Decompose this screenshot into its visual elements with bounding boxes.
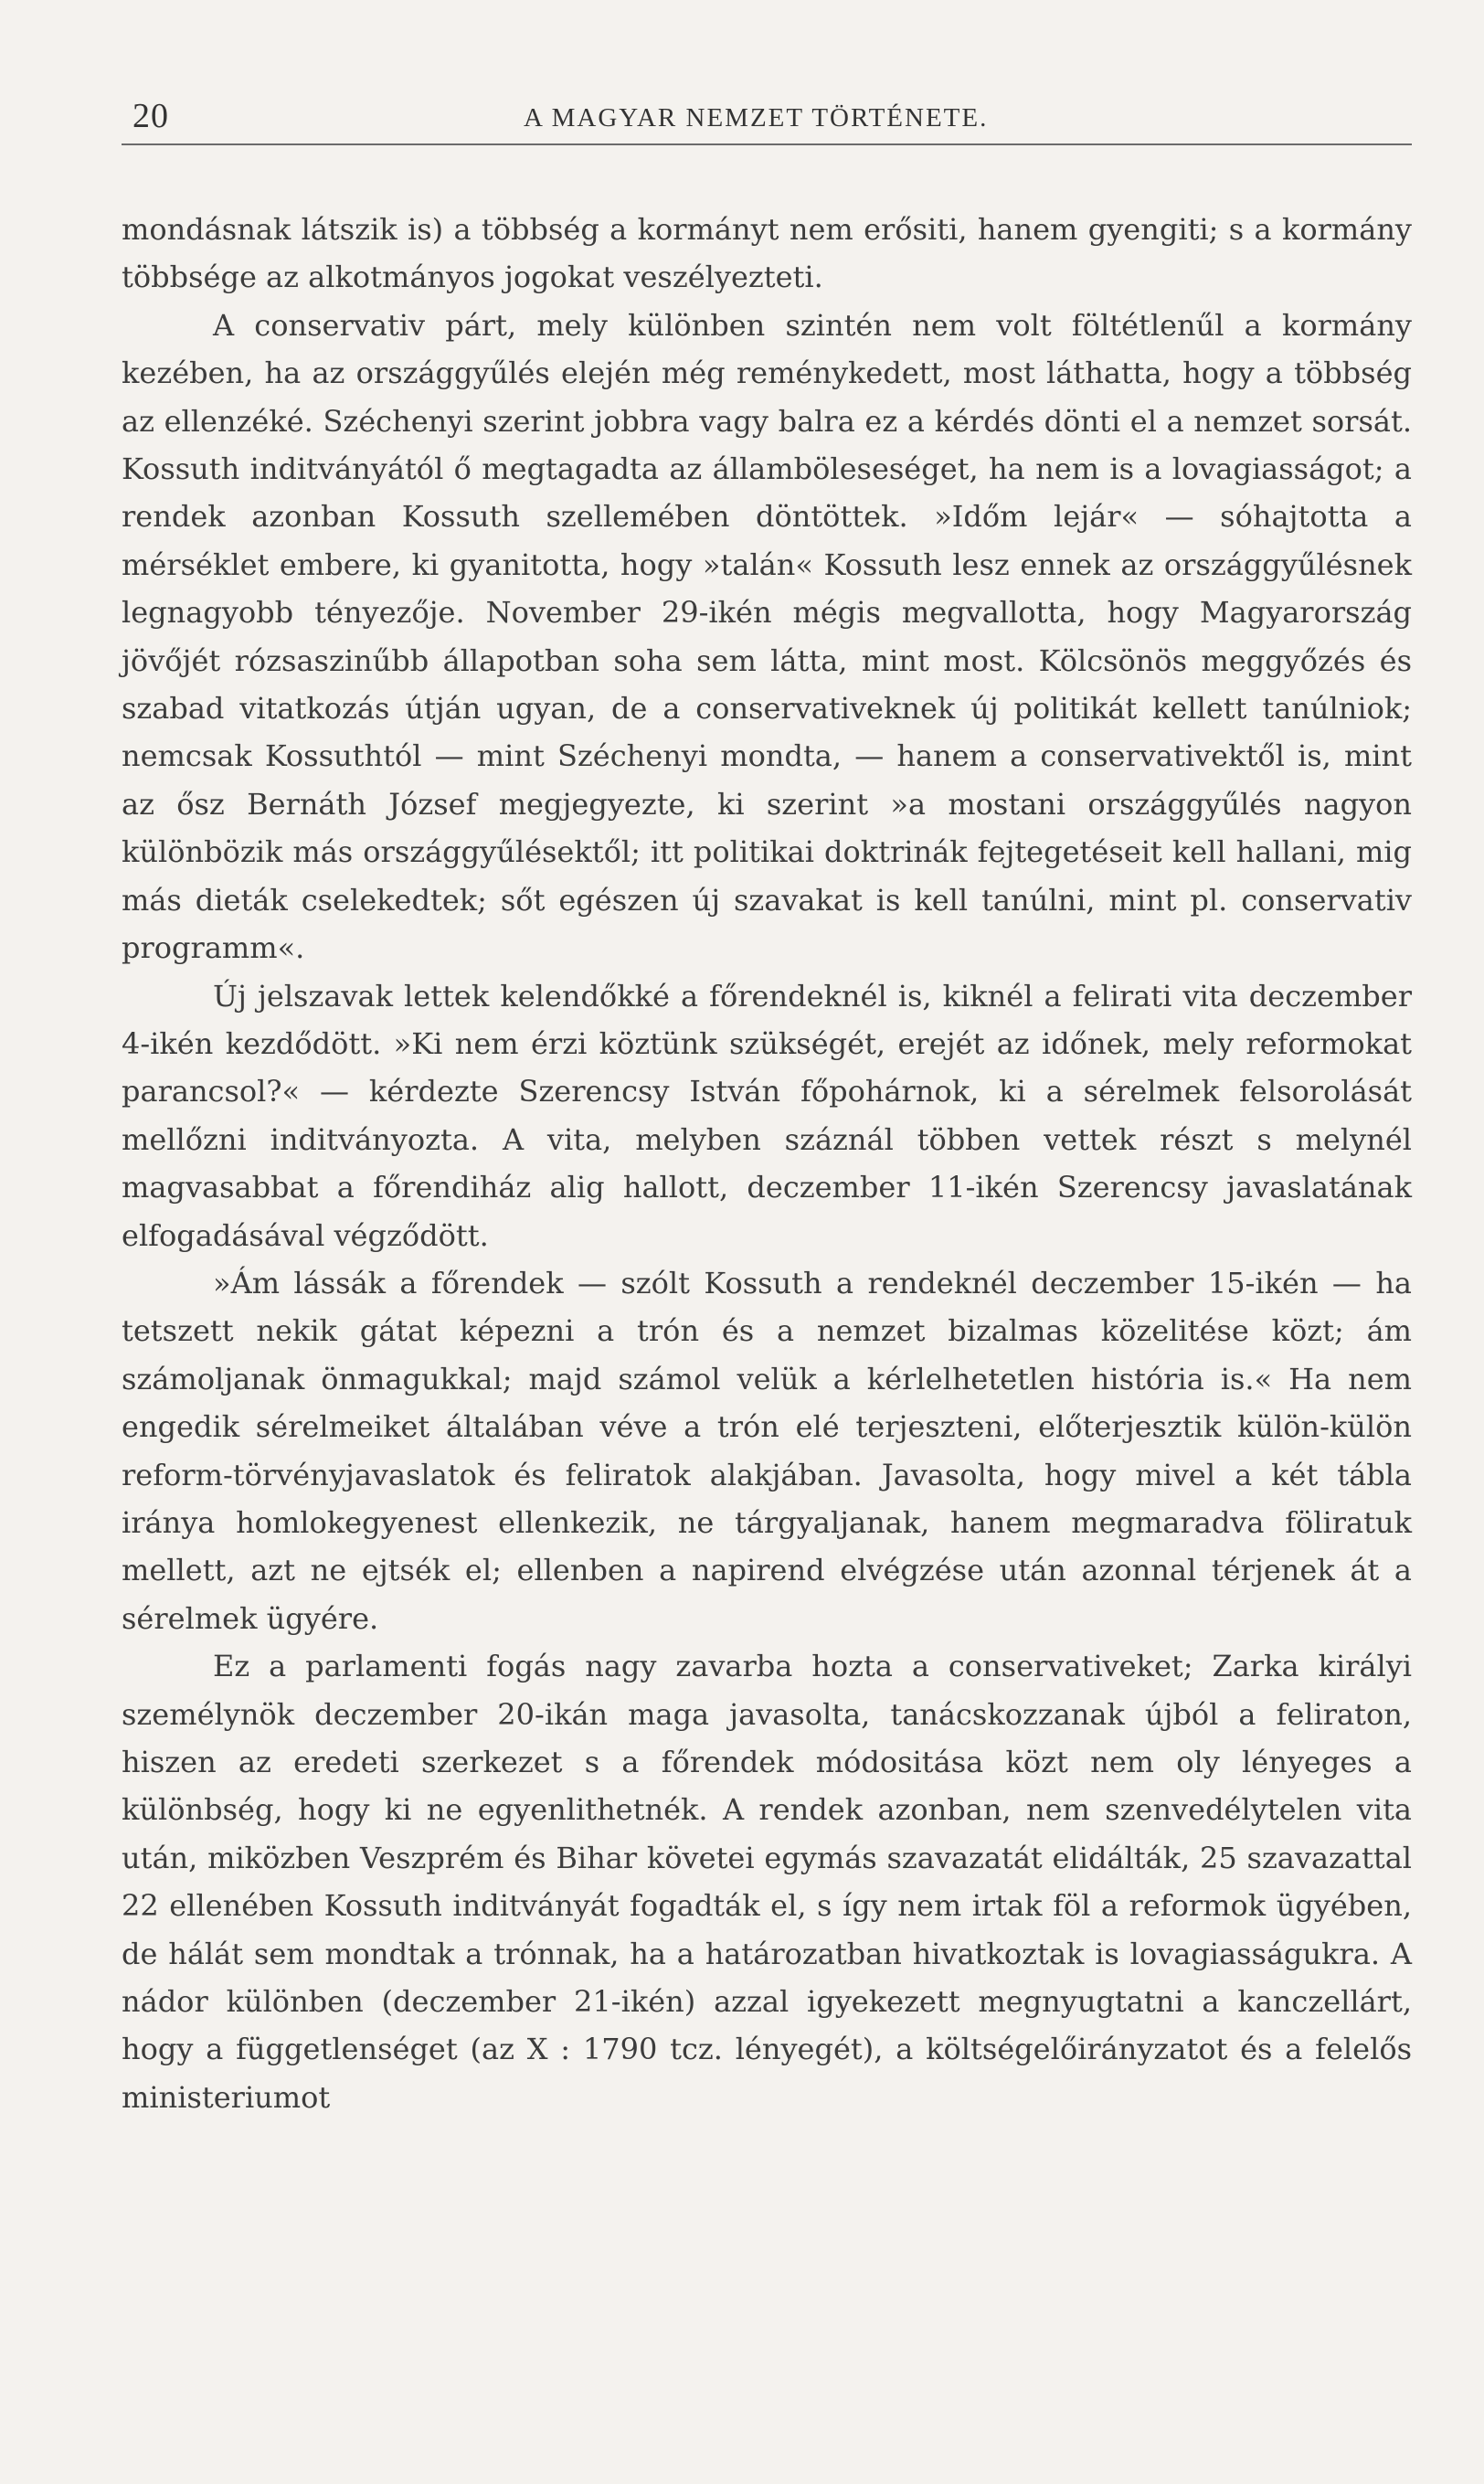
page-number: 20 [132,97,169,135]
paragraph: Ez a parlamenti fogás nagy zavarba hozta a conservativeket; Zarka királyi személynök deczember 20-ikán maga javasolta, tanácskozzanak újból a feliraton, hiszen az eredeti szerkezet s a főrendek módositása közt nem oly lényeges a különbség, hogy ki ne egyenlithetnék. A rendek azonban, nem szenvedélytelen vita után, miközben Veszprém és Bihar követei egymás szavazatát elidálták, 25 szavazattal 22 ellenében Kossuth inditványát fogadták el, s így nem irtak föl a reformok ügyében, de hálát sem mondtak a trónnak, ha a határozatban hivatkoztak is lovagiasságukra. A nádor különben (deczember 21-ikén) azzal igyekezett megnyugtatni a kanczellárt, hogy a függetlenséget (az X : 1790 tcz. lényegét), a költségelőirányzatot és a felelős ministeriumot [122,1649,1412,2115]
paragraph: »Ám lássák a főrendek — szólt Kossuth a rendeknél deczember 15-ikén — ha tetszett nekik gátat képezni a trón és a nemzet bizalmas közelitése közt; ám számoljanak önmagukkal; majd számol velük a kérlelhetetlen história is.« Ha nem engedik sérelmeiket általában véve a trón elé terjeszteni, előterjesztik külön-külön reform-törvényjavaslatok és feliratok alakjában. Javasolta, hogy mivel a két tábla iránya homlokegyenest ellenkezik, ne tárgyaljanak, hanem megmaradva föliratuk mellett, azt ne ejtsék el; ellenben a napirend elvégzése után azonnal térjenek át a sérelmek ügyére. [122,1265,1412,1636]
page-header [122,89,1412,145]
paragraph: Új jelszavak lettek kelendőkké a főrendeknél is, kiknél a felirati vita deczember 4-ikén kezdődött. »Ki nem érzi köztünk szükségét, erejét az időnek, mely reformokat parancsol?« — kérdezte Szerencsy István főpohárnok, ki a sérelmek felsorolását mellőzni inditványozta. A vita, melyben száznál többen vettek részt s melynél magvasabbat a főrendiház alig hallott, deczember 11-ikén Szerencsy javaslatának elfogadásával végződött. [122,978,1412,1253]
paragraph: mondásnak látszik is) a többség a kormányt nem erősiti, hanem gyengiti; s a kormány többsége az alkotmányos jogokat veszélyezteti. [122,212,1412,295]
body-text [122,206,1412,2121]
running-title: A MAGYAR NEMZET TÖRTÉNETE. [524,103,989,133]
paragraph: A conservativ párt, mely különben szintén nem volt föltétlenűl a kormány kezében, ha az országgyűlés elején még reménykedett, most láthatta, hogy a többség az ellenzéké. Széchenyi szerint jobbra vagy balra ez a kérdés dönti el a nemzet sorsát. Kossuth inditványától ő megtagadta az államböleseséget, ha nem is a lovagiasságot; a rendek azonban Kossuth szellemében döntöttek. »Időm lejár« — sóhajtotta a mérséklet embere, ki gyanitotta, hogy »talán« Kossuth lesz ennek az országgyűlésnek legnagyobb tényezője. November 29-ikén mégis megvallotta, hogy Magyarország jövőjét rózsaszinűbb állapotban soha sem látta, mint most. Kölcsönös meggyőzés és szabad vitatkozás útján ugyan, de a conservativeknek új politikát kellett tanúlniok; nemcsak Kossuthtól — mint Széchenyi mondta, — hanem a conservativektől is, mint az ősz Bernáth József megjegyezte, ki szerint »a mostani országgyűlés nagyon különbözik más országgyűlésektől; itt politikai doktrinák fejtegetéseit kell hallani, mig más dieták cselekedtek; sőt egészen új szavakat is kell tanúlni, mint pl. conservativ programm«. [122,307,1412,966]
